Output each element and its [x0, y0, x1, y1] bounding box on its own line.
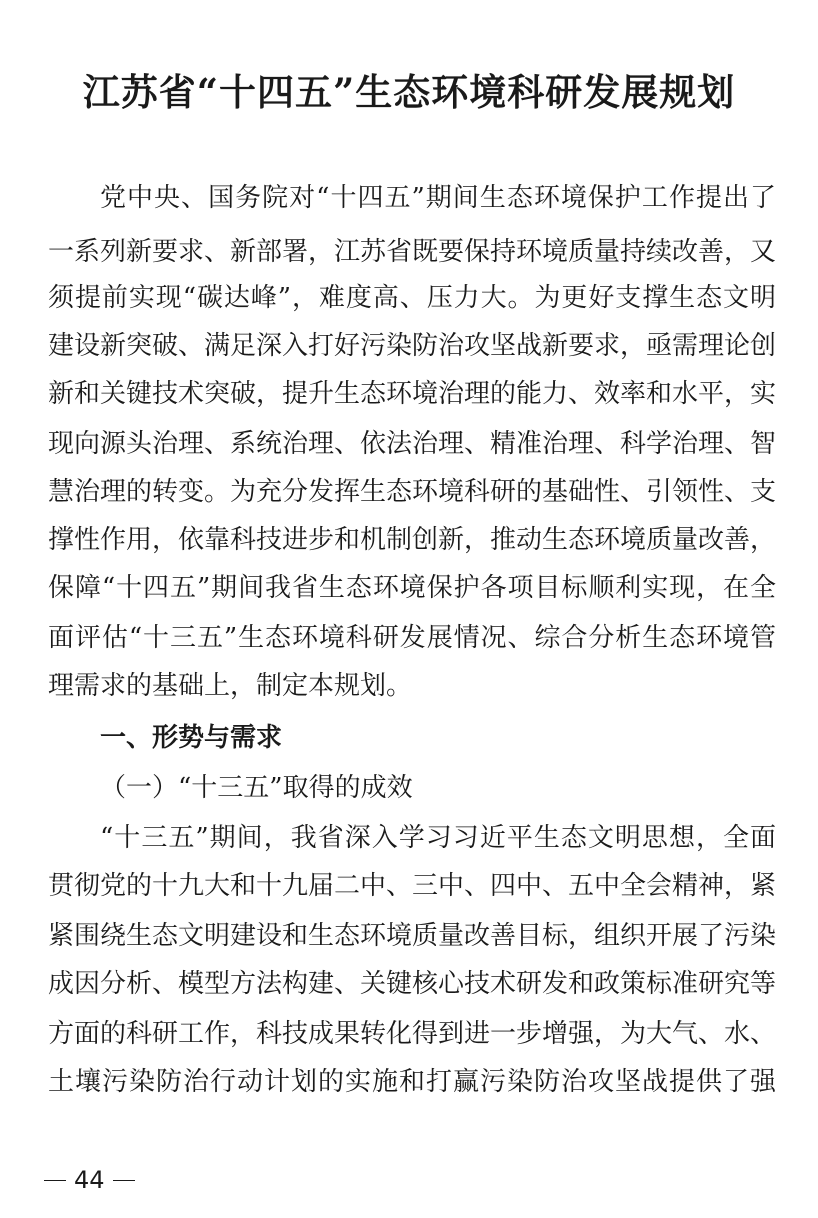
paragraph-line: 方面的科研工作，科技成果转化得到进一步增强，为大气、水、	[48, 1019, 776, 1049]
page-number-footer	[44, 1166, 135, 1194]
paragraph-line: 须提前实现“碳达峰”，难度高、压力大。为更好支撑生态文明	[48, 283, 776, 313]
paragraph-line: 贯彻党的十九大和十九届二中、三中、四中、五中全会精神，紧	[48, 871, 776, 901]
paragraph-line: 新和关键技术突破，提升生态环境治理的能力、效率和水平，实	[48, 379, 776, 409]
paragraph-line: 土壤污染防治行动计划的实施和打赢污染防治攻坚战提供了强	[48, 1067, 776, 1097]
paragraph-line: “十三五”期间，我省深入学习习近平生态文明思想，全面	[100, 823, 776, 853]
paragraph-line: 建设新突破、满足深入打好污染防治攻坚战新要求，亟需理论创	[48, 331, 776, 361]
paragraph-line: 保障“十四五”期间我省生态环境保护各项目标顺利实现，在全	[48, 573, 776, 603]
paragraph-line: 面评估“十三五”生态环境科研发展情况、综合分析生态环境管	[48, 623, 776, 653]
paragraph-line: 理需求的基础上，制定本规划。	[48, 671, 413, 701]
paragraph-line: 慧治理的转变。为充分发挥生态环境科研的基础性、引领性、支	[48, 477, 776, 507]
paragraph-line: 成因分析、模型方法构建、关键核心技术研发和政策标准研究等	[48, 969, 776, 999]
paragraph-line: 现向源头治理、系统治理、依法治理、精准治理、科学治理、智	[48, 429, 776, 459]
section-heading: 一、形势与需求	[100, 723, 283, 753]
paragraph-line: 撑性作用，依靠科技进步和机制创新，推动生态环境质量改善，	[48, 525, 776, 555]
paragraph-line: 紧围绕生态文明建设和生态环境质量改善目标，组织开展了污染	[48, 921, 776, 951]
subsection-heading: （一）“十三五”取得的成效	[100, 773, 413, 803]
left-dash	[44, 1180, 66, 1181]
page-number: 44	[74, 1166, 105, 1194]
paragraph-line: 党中央、国务院对“十四五”期间生态环境保护工作提出了	[100, 183, 776, 213]
paragraph-line: 一系列新要求、新部署，江苏省既要保持环境质量持续改善，又	[48, 237, 776, 267]
right-dash	[113, 1180, 135, 1181]
document-title: 江苏省“十四五”生态环境科研发展规划	[82, 70, 736, 114]
